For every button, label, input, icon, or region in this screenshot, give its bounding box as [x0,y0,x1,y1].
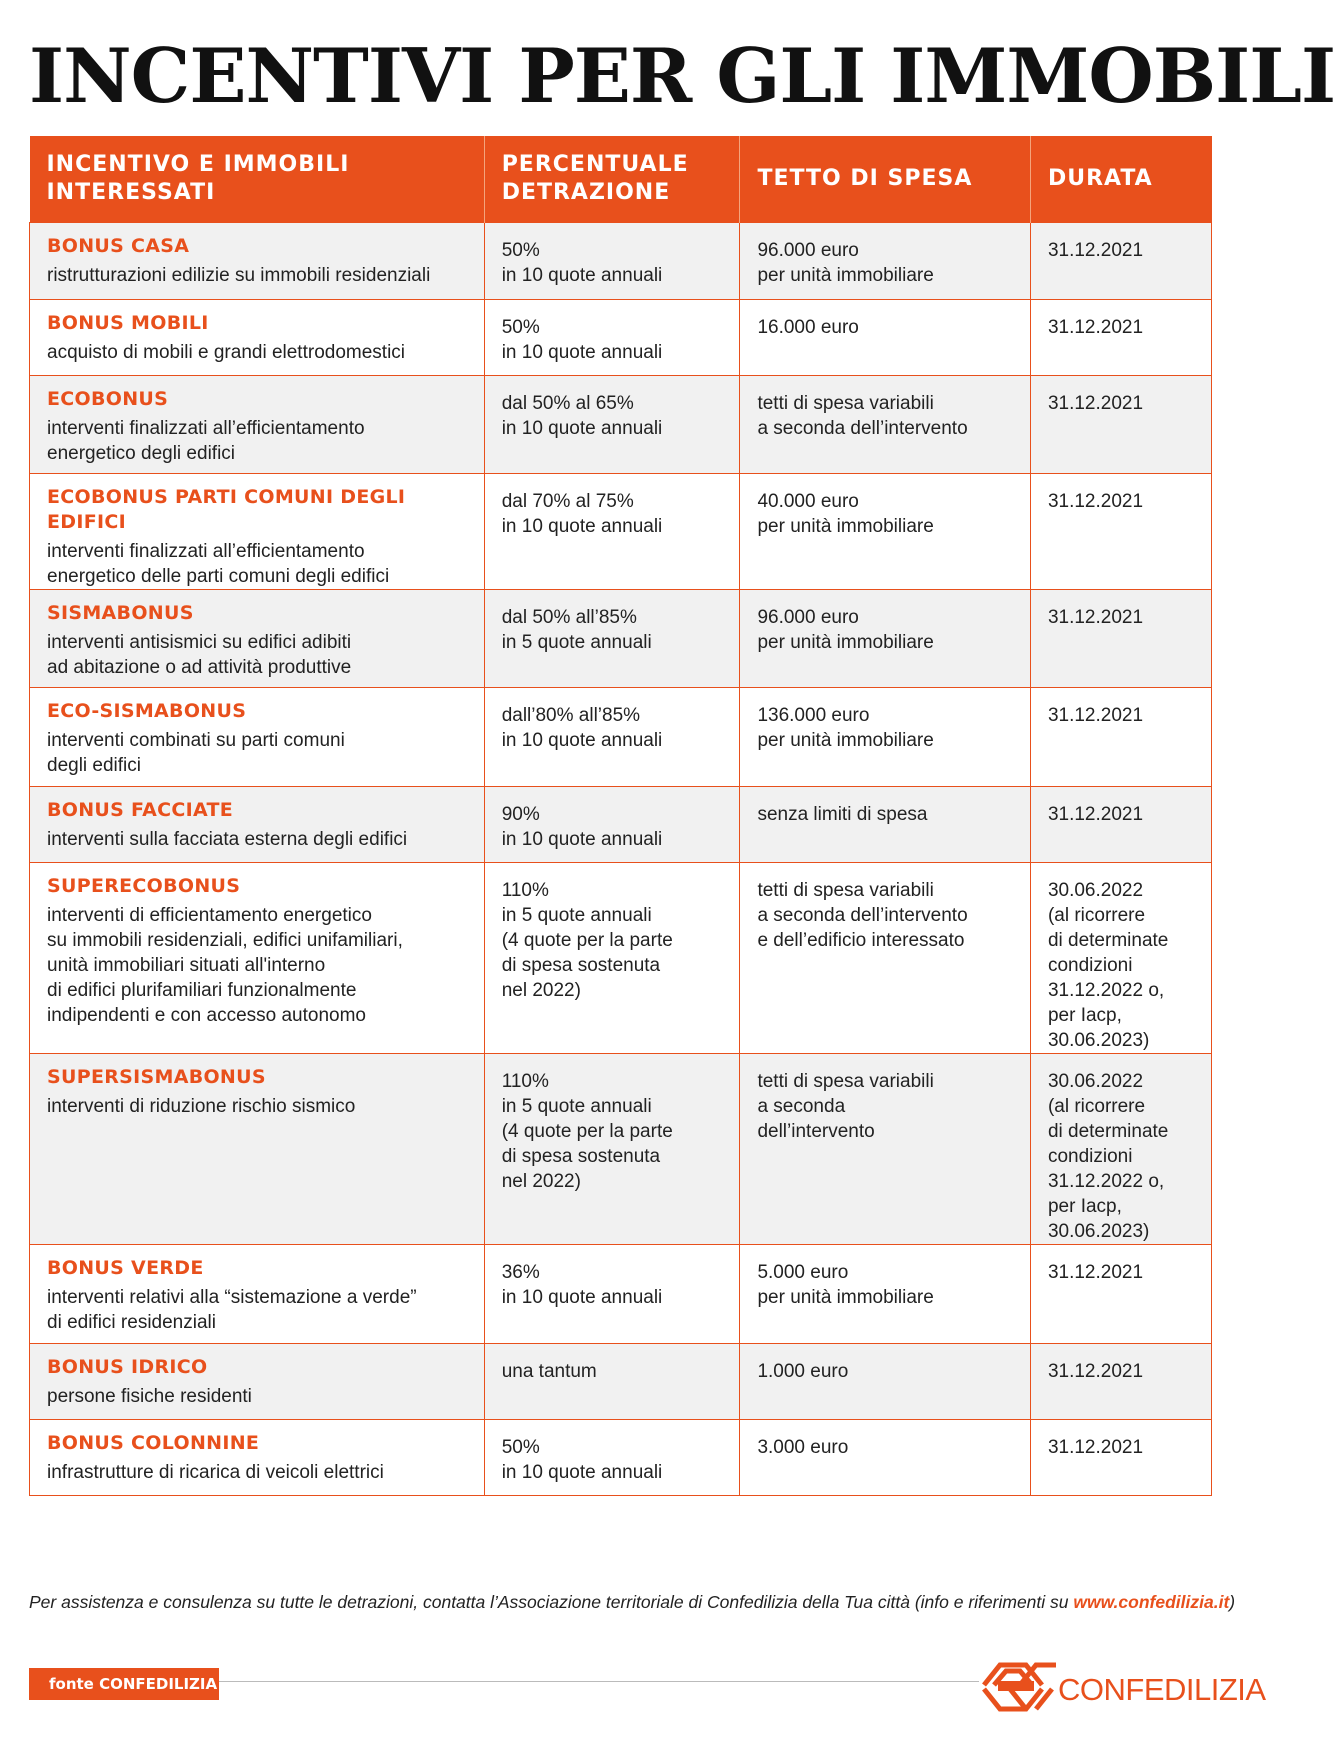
duration-cell: 31.12.2021 [1030,223,1211,300]
incentive-name: SUPERECOBONUS [47,875,241,897]
table-row [30,223,1212,300]
column-header-spending-cap: TETTO DI SPESA [740,136,1031,223]
incentive-description: interventi finalizzati all’efficientamento energetico degli edifici [47,418,365,464]
incentive-cell [30,1344,485,1420]
page-title: INCENTIVI PER GLI IMMOBILI [29,32,1335,120]
incentive-description: interventi di riduzione rischio sismico [47,1096,356,1117]
duration-cell: 31.12.2021 [1030,787,1211,863]
percentage-cell: 50% in 10 quote annuali [484,223,740,300]
footer-divider [219,1681,979,1682]
source-label: fonte CONFEDILIZIA [29,1668,219,1700]
duration-cell: 31.12.2021 [1030,1245,1211,1344]
spending-cap-cell: 136.000 euro per unità immobiliare [740,688,1031,787]
incentive-name: BONUS FACCIATE [47,799,234,821]
incentive-description: interventi combinati su parti comuni degli edifici [47,730,345,776]
incentive-name: SISMABONUS [47,602,194,624]
spending-cap-cell: 96.000 euro per unità immobiliare [740,590,1031,688]
duration-cell: 31.12.2021 [1030,1420,1211,1496]
table-row [30,474,1212,590]
brand-name: CONFEDILIZIA [1058,1672,1266,1707]
percentage-cell: 50% in 10 quote annuali [484,300,740,376]
incentive-name: ECOBONUS [47,388,169,410]
incentive-description: interventi finalizzati all’efficientamento energetico delle parti comuni degli edifici [47,541,390,587]
incentive-description: interventi antisismici su edifici adibiti ad abitazione o ad attività produttive [47,632,352,678]
duration-cell: 31.12.2021 [1030,300,1211,376]
incentive-cell [30,863,485,1054]
column-header-duration: DURATA [1030,136,1211,223]
incentive-description: persone fisiche residenti [47,1386,252,1407]
incentive-description: interventi relativi alla “sistemazione a verde” di edifici residenziali [47,1287,417,1333]
spending-cap-cell: 40.000 euro per unità immobiliare [740,474,1031,590]
percentage-cell: dall’80% all’85% in 10 quote annuali [484,688,740,787]
assistance-note-text: Per assistenza e consulenza su tutte le detrazioni, contatta l’Associazione territoriale di Confedilizia della Tua città (info e riferimenti su [29,1592,1074,1612]
table-row [30,1344,1212,1420]
percentage-cell: 50% in 10 quote annuali [484,1420,740,1496]
table-row [30,590,1212,688]
incentive-name: ECOBONUS PARTI COMUNI DEGLI EDIFICI [47,486,406,533]
table-header-row [30,136,1212,223]
spending-cap-cell: 3.000 euro [740,1420,1031,1496]
spending-cap-cell: senza limiti di spesa [740,787,1031,863]
incentive-cell [30,787,485,863]
table-row [30,863,1212,1054]
percentage-cell: dal 50% all’85% in 5 quote annuali [484,590,740,688]
percentage-cell: dal 50% al 65% in 10 quote annuali [484,376,740,474]
table-row [30,1054,1212,1245]
incentive-cell [30,1245,485,1344]
table-row [30,376,1212,474]
table-row [30,300,1212,376]
column-header-incentive: INCENTIVO E IMMOBILI INTERESSATI [30,136,485,223]
incentive-cell [30,376,485,474]
incentive-description: infrastrutture di ricarica di veicoli elettrici [47,1462,384,1483]
incentive-cell [30,223,485,300]
incentive-description: interventi di efficientamento energetico su immobili residenziali, edifici unifamiliari, unità immobiliari situati all'interno di edifici plurifamiliari funzionalmente indipendenti e con accesso autonomo [47,905,403,1026]
incentives-table [29,136,1212,1496]
table-row [30,1245,1212,1344]
assistance-note-end: ) [1229,1592,1236,1612]
percentage-cell: dal 70% al 75% in 10 quote annuali [484,474,740,590]
percentage-cell: 90% in 10 quote annuali [484,787,740,863]
incentive-name: BONUS VERDE [47,1257,204,1279]
spending-cap-cell: tetti di spesa variabili a seconda dell’intervento [740,1054,1031,1245]
incentive-name: BONUS COLONNINE [47,1432,260,1454]
spending-cap-cell: tetti di spesa variabili a seconda dell’intervento [740,376,1031,474]
spending-cap-cell: 1.000 euro [740,1344,1031,1420]
incentive-cell [30,1420,485,1496]
duration-cell: 30.06.2022 (al ricorrere di determinate condizioni 31.12.2022 o, per Iacp, 30.06.2023) [1030,1054,1211,1245]
incentive-description: acquisto di mobili e grandi elettrodomestici [47,342,406,363]
percentage-cell: 110% in 5 quote annuali (4 quote per la parte di spesa sostenuta nel 2022) [484,1054,740,1245]
duration-cell: 30.06.2022 (al ricorrere di determinate condizioni 31.12.2022 o, per Iacp, 30.06.2023) [1030,863,1211,1054]
percentage-cell: 110% in 5 quote annuali (4 quote per la parte di spesa sostenuta nel 2022) [484,863,740,1054]
duration-cell: 31.12.2021 [1030,474,1211,590]
duration-cell: 31.12.2021 [1030,688,1211,787]
spending-cap-cell: 96.000 euro per unità immobiliare [740,223,1031,300]
percentage-cell: una tantum [484,1344,740,1420]
incentive-name: ECO-SISMABONUS [47,700,247,722]
incentive-cell [30,1054,485,1245]
table-row [30,688,1212,787]
incentive-description: ristrutturazioni edilizie su immobili residenziali [47,265,431,286]
spending-cap-cell: 5.000 euro per unità immobiliare [740,1245,1031,1344]
incentive-description: interventi sulla facciata esterna degli edifici [47,829,408,850]
table-row [30,787,1212,863]
incentive-name: SUPERSISMABONUS [47,1066,266,1088]
incentive-name: BONUS IDRICO [47,1356,208,1378]
column-header-percentage: PERCENTUALE DETRAZIONE [484,136,740,223]
table-row [30,1420,1212,1496]
incentive-cell [30,590,485,688]
assistance-note [29,1590,1236,1614]
incentive-cell [30,300,485,376]
duration-cell: 31.12.2021 [1030,590,1211,688]
incentive-cell [30,474,485,590]
incentive-cell [30,688,485,787]
incentive-name: BONUS CASA [47,235,190,257]
duration-cell: 31.12.2021 [1030,376,1211,474]
spending-cap-cell: 16.000 euro [740,300,1031,376]
duration-cell: 31.12.2021 [1030,1344,1211,1420]
incentive-name: BONUS MOBILI [47,312,209,334]
website-link[interactable]: www.confedilizia.it [1073,1592,1230,1612]
percentage-cell: 36% in 10 quote annuali [484,1245,740,1344]
spending-cap-cell: tetti di spesa variabili a seconda dell’intervento e dell’edificio interessato [740,863,1031,1054]
